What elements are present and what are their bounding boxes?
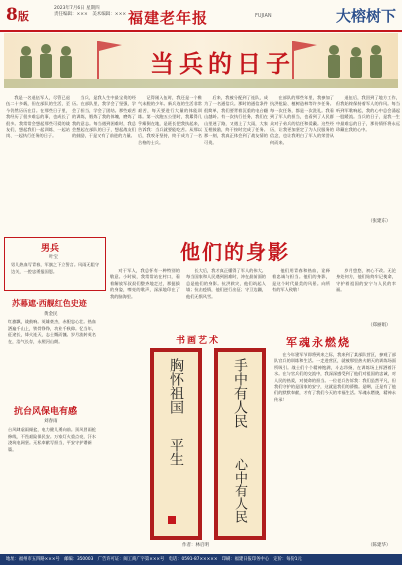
header-rule xyxy=(0,30,402,32)
issue-date: 2023年7月6日 星期四 xyxy=(54,6,100,11)
article-column-2: 当兵，是我人生中最宝贵的经历。在部队里，我学会了坚强，学会了担当，学会了团结。那些艰苦的训练，锻炼了我的体魄，磨炼了我的意志。每当遇到困难时，我总会想起在部队的日子，想起战友们的鼓励，于是又有了前进的力量。 xyxy=(72,95,136,139)
article3-title: 军魂永燃烧 xyxy=(286,336,351,349)
article2-column-2: 长大后，我才真正懂得了军人的伟大。每当国家和人民遇到困难时，冲在最前面的总是他们的身影。抗洪救灾，他们筑起人墙；抗击疫情，他们逆行出征；守卫边疆，他们无惧风雪。 xyxy=(186,268,266,299)
calligraphy-text-left-2: 平生 xyxy=(168,438,184,466)
page-number: 8版 xyxy=(6,5,29,25)
article-column-6: 退伍后，我回到了地方工作，但我始终保持着军人的作风。每当听到军歌响起，我的心中总会涌起一股暖流。当兵的日子，是我一生中最难忘的日子，那份情怀将永远珍藏在我的心中。 xyxy=(336,95,400,133)
header-meta xyxy=(54,6,126,18)
poem-text: 男儿热血写青春，军旗之下立誓言。风雨无阻守边关，一腔忠勇报国恩。 xyxy=(11,262,99,274)
article2-column-4: 岁月悠悠，初心不改。无论身处何方，他们始终牢记使命，守护着祖国的安宁与人民的幸福。 xyxy=(336,268,396,293)
calligraphy-scroll-left xyxy=(150,348,202,540)
art-section-header: 书画艺术 xyxy=(176,336,221,346)
poem2-title: 苏幕遮·西舰红色史迹 xyxy=(12,298,87,308)
article-column-3: 记得刚入伍时，我还是一个稚气未脱的少年。新兵连的生活非常艰苦，每天要进行大量的体能训练。第一次跑五公里时，我累得几乎瘫倒在地，是班长把我扶起来，告诉我：当兵就要能吃苦。从那以后，我咬牙坚持，终于成为了一名合格的士兵。 xyxy=(138,95,202,145)
calligraphy-text-right: 手中有人民 xyxy=(232,358,248,428)
page-footer xyxy=(0,554,402,565)
masthead-sub: FUJIAN xyxy=(255,13,272,19)
section-title: 大榕树下 xyxy=(335,7,396,25)
calligraphy-scroll-right xyxy=(214,348,266,540)
masthead: 福建老年报 xyxy=(128,9,209,27)
article-signature: （张建东） xyxy=(368,219,391,224)
poem-author: 叶宝 xyxy=(49,255,58,260)
poem2-text: 红旗飘，战鼓响。英雄豪杰，赤胆忠心壮。热血洒遍千山上，铁骨铮铮，功业千秋仰。忆当年，征途长，烽火连天，志士慨而慷。岁月流转英名在，浩气长存，永照河山朗。 xyxy=(8,319,96,344)
poem3-title: 抗台风保电有感 xyxy=(14,407,78,417)
calligraphy-text-left: 胸怀祖国 xyxy=(168,358,184,414)
article2-signature: （郑丽娟） xyxy=(368,323,391,328)
art-author: 作者：林启明 xyxy=(182,543,209,548)
article2-column-1: 对于军人，我总怀有一种特别的敬意。小时候，我常常站在村口，看着解放军叔叔们整齐地走过，那挺拔的身姿，嘹亮的歌声，深深地印在了我的脑海里。 xyxy=(110,268,180,299)
seal-stamp-icon xyxy=(168,516,176,524)
article2-title: 他们的身影 xyxy=(180,240,290,264)
article3-signature: （陈建华） xyxy=(368,543,391,548)
article-title: 当兵的日子 xyxy=(150,49,295,78)
poem2-author: 黄金民 xyxy=(44,312,58,317)
footer-text: 地址：福州市五四路×××号 邮编：350003 广告许可证：闽工商广字第×××号 电话：0591-87××××× 印刷：福建日报印务中心 定价：每份1元 xyxy=(6,557,302,562)
article-column-5: 在部队的那些年里，我参加了抗洪抢险、植树造林等许多任务。每一次任务，都是一次洗礼。我看到了军人的担当，也看到了人民群众对子弟兵的信任和爱戴。这些经历，让我更加坚定了为人民服务的信念，也让我明白了军人的荣誉从何而来。 xyxy=(270,95,334,145)
editors-line: 责任编辑：××× 美术编辑：××× xyxy=(54,12,127,17)
article3-body: 在今年建军节即将到来之际，我来到了某部队营区，参观了部队官兵的训练和生活。一走进营区，就被那里热火朝天的训练场面所吸引。战士们个个精神饱满，斗志昂扬，在训练场上挥洒着汗水。在与官兵们的交流中，我深深感受到了他们对祖国的忠诚，对人民的热爱，对使命的担当。一位老兵告诉我：我们虽然平凡，但我们守护的是国家的安宁，这就是我们的骄傲。是啊，正是有了他们的默默奉献，才有了我们今天的幸福生活。军魂永燃烧，精神永传承！ xyxy=(274,352,396,402)
poem3-author: 刘春雨 xyxy=(44,419,58,424)
poem-box xyxy=(4,237,106,291)
page-header xyxy=(0,0,402,30)
poem3-text: 台风肆虐雨倾盆，电力健儿勇向前。顶风冒雨抢修线，不畏艰险保民安。万家灯火重点亮，汗水浇筑电网坚。无私奉献写担当，平安守护谱新篇。 xyxy=(8,427,96,452)
poem-title: 男兵 xyxy=(41,244,60,254)
article-column-1: 我是一名退伍军人，尽管已退伍二十多载，但在部队的生活，至今仍然历历在目。在那些日子里，我经历了很多难忘的事，也成长了很多。我常常会想起那些可爱的战友们，想起我们一起训练、一起站岗、一起执行任务的日子。 xyxy=(6,95,70,139)
calligraphy-text-right-2: 心中有人民 xyxy=(232,458,247,523)
article-column-4: 后来，我被分配到了连队，成为了一名通信兵。那时的通信条件很简单，我们要背着沉重的电台翻山越岭。有一次执行任务，我们在山里迷了路，又遇上了大雨，大家互相鼓励，终于按时完成了任务。那一刻，我真正体会到了战友情的可贵。 xyxy=(204,95,268,145)
article2-column-3: 他们用青春和热血，诠释着忠诚与担当。他们的身影，是这个时代最美的风景。向所有的军人致敬！ xyxy=(272,268,330,293)
